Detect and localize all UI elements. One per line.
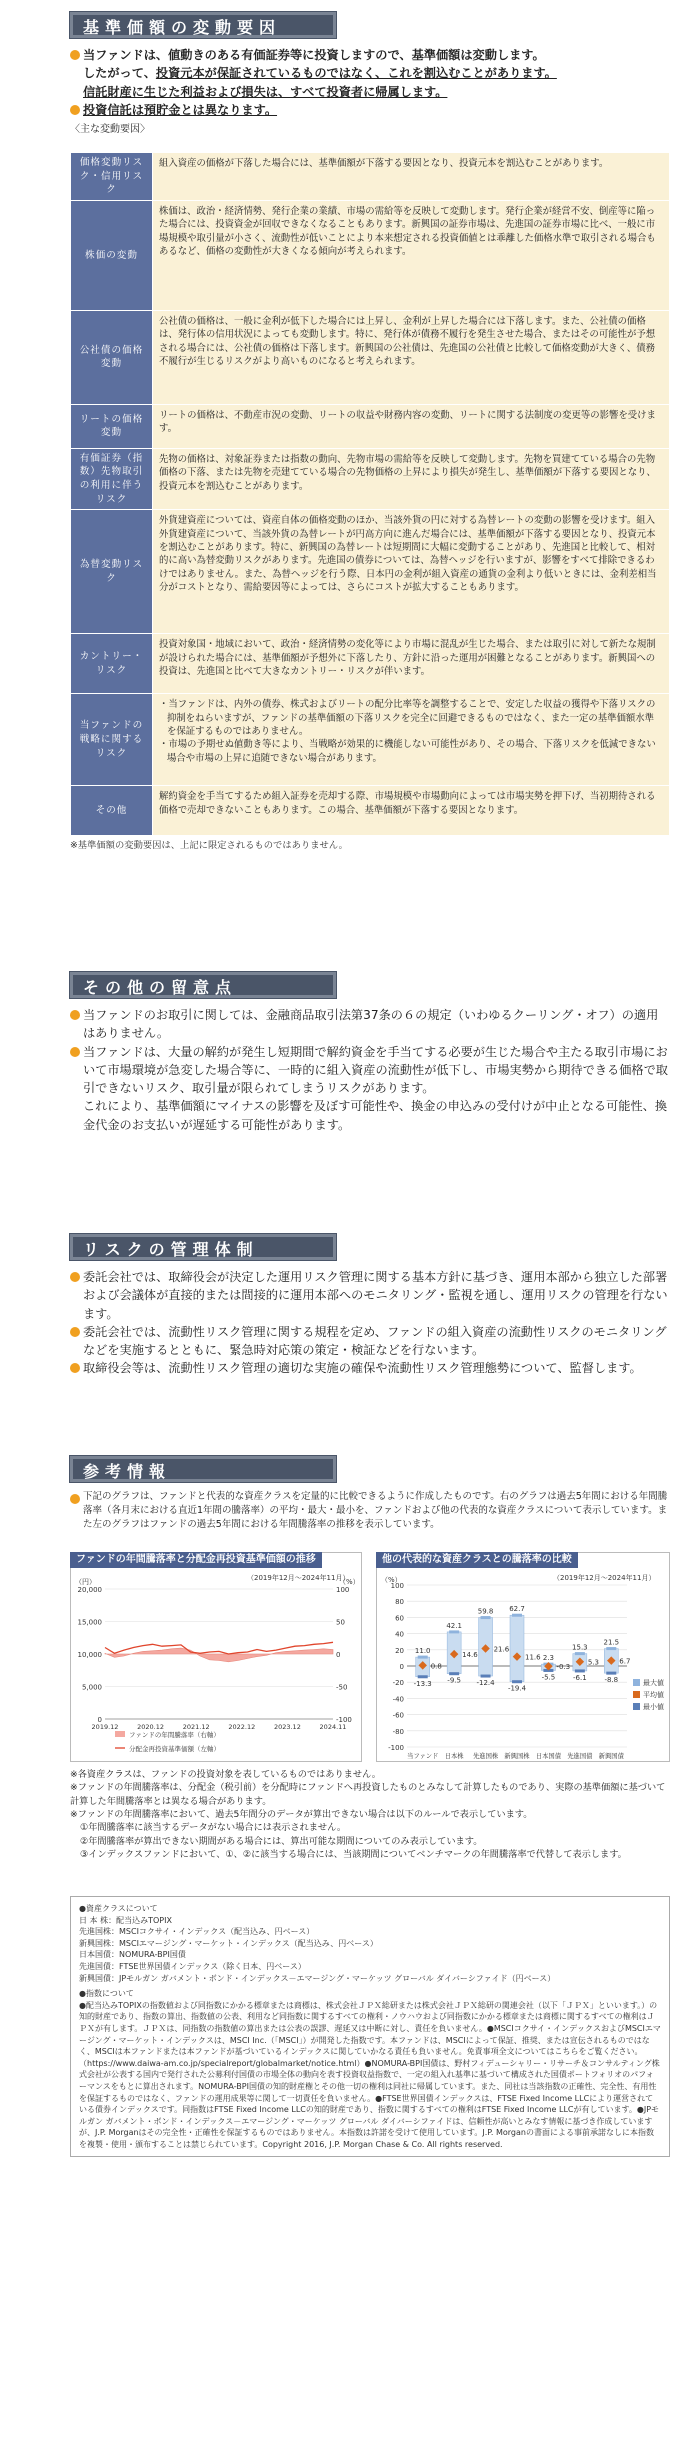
y-axis-unit: （円）	[75, 1578, 96, 1586]
footer-asset: 日本国債：NOMURA-BPI国債	[79, 1950, 186, 1960]
x-tick-label: 先進国債	[567, 1753, 593, 1760]
x-tick-label: 2019.12	[91, 1723, 119, 1731]
min-marker	[606, 1672, 616, 1675]
footer-asset: 日 本 株：配当込みTOPIX	[79, 1915, 172, 1925]
risk-text: 投資対象国・地域において、政治・経済情勢の変化等により市場に混乱が生じた場合、または取引に対して新たな規制が設けられた場合には、基準価額が予想外に下落したり、方針に沿った運用が困難となることがあります。新興国への投資は、先進国と比べて大きなカントリー・リスクが伴います。	[153, 634, 670, 694]
y-tick-label: 0	[97, 1716, 102, 1724]
min-marker	[512, 1680, 522, 1683]
y-tick-label: 40	[395, 1630, 404, 1639]
section-header-notes: その他の留意点	[70, 972, 336, 998]
y-tick-label: -60	[392, 1711, 404, 1720]
risk-management-body	[70, 1268, 670, 1378]
reference-intro	[70, 1490, 670, 1531]
risk-label: 当ファンドの戦略に関するリスク	[71, 694, 153, 786]
bullet-board-supervision: 取締役会等は、流動性リスク管理の適切な実施の確保や流動性リスク管理態勢について、監督します。	[70, 1359, 670, 1377]
x-tick-label: 当ファンド	[407, 1753, 439, 1760]
max-label: 59.8	[477, 1607, 494, 1616]
footer-asset: 先進国株：MSCIコクサイ・インデックス（配当込み、円ベース）	[79, 1927, 315, 1937]
y-tick-label: 20	[395, 1646, 404, 1655]
chart-note: ※各資産クラスは、ファンドの投資対象を表しているものではありません。	[70, 1769, 381, 1780]
y-tick-label: 0	[399, 1663, 404, 1671]
y-tick-label: 100	[390, 1582, 404, 1590]
legend-swatch	[633, 1691, 640, 1698]
risk-text: 解約資金を手当てするため組入証券を売却する際、市場規模や市場動向によっては市場実勢を押下げ、当初期待される価格で売却できないこともあります。この場合、基準価額が下落する要因となります。	[153, 786, 670, 836]
risk-label: その他	[71, 786, 153, 836]
strategy-bullet: ・市場の予期せぬ値動き等により、当戦略が効果的に機能しない可能性があり、その場合、下落リスクを低減できない場合や市場の上昇に追随できない場合があります。	[159, 739, 656, 764]
x-tick-label: 2024.11	[319, 1723, 347, 1731]
avg-label: 21.6	[493, 1645, 510, 1654]
legend-swatch	[633, 1703, 640, 1710]
min-label: -13.3	[413, 1679, 432, 1688]
volatility-footnote: ※基準価額の変動要因は、上記に限定されるものではありません。	[70, 840, 348, 852]
max-label: 62.7	[509, 1605, 525, 1614]
footer-asset: 先進国債：FTSE世界国債インデックス（除く日本、円ベース）	[79, 1961, 306, 1971]
x-tick-label: 2020.12	[137, 1723, 165, 1731]
min-marker	[449, 1672, 459, 1675]
y-tick-label: -40	[392, 1695, 404, 1704]
y-tick-label: 80	[395, 1598, 404, 1607]
footer-index-text: ●配当込みTOPIXの指数値および同指数にかかる標章または商標は、株式会社ＪＰＸ総研または株式会社ＪＰＸ総研の関連会社（以下「ＪＰＸ」といいます。）の知的財産であり、指数の算出、指数値の公表、利用など同指数に関するすべての権利・ノウハウおよび同指数にかかる標章または商標に関するすべての権利はＪＰＸが有します。ＪＰＸは、同指数の指数値の算出または公表の誤謬、遅延又は中断に対し、責任を負いません。●MSCIコクサイ・インデックスおよびMSCIエマージング・マーケット・インデックスは、MSCI Inc.（「MSCI」）が開発した指数です。本ファンドは、MSCIによって保証、推奨、または宣伝されるものではなく、MSCIは本ファンドまたは本ファンドが基づいているインデックスに関していかなる責任も負いません。免責事項全文についてはこちらをご覧ください。（https://www.daiwa-am.co.jp/specialreport/globalmarket/notice.html）●NOMURA-BPI国債は、野村フィデューシャリー・リサーチ＆コンサルティング株式会社が公表する国内で発行された公募利付国債の市場全体の動向を表す投資収益指数で、一定の組入れ基準に基づいて構成された国債ポートフォリオのパフォーマンスをもとに算出されます。NOMURA-BPI国債の知的財産権とその他一切の権利は同社に帰属しています。また、同社は当該指数の正確性、完全性、有用性を保証するものではなく、ファンドの運用成果等に関して一切責任を負いません。●FTSE世界国債インデックスは、FTSE Fixed Income LLCにより運営されている債券インデックスです。同指数はFTSE Fixed Income LLCの知的財産であり、指数に関するすべての権利はFTSE Fixed Income LLCが有しています。●JPモルガン ガバメント・ボンド・インデックス－エマージング・マーケッツ グローバル ダイバーシファイドは、信頼性が高いとみなす情報に基づき作成していますが、J.P. Morganはその完全性・正確性を保証するものではありません。本指数は許諾を受けて使用しています。J.P. Morganの書面による事前承諾なしに本指数を複製・使用・頒布することは禁じられています。Copyright 2016, J.P. Morgan Chase & Co. All rights reserved.	[79, 2000, 661, 2149]
avg-label: 14.6	[462, 1651, 478, 1660]
annual-return-area	[105, 1648, 333, 1662]
bullet-cooling-off: 当ファンドのお取引に関しては、金融商品取引法第37条の６の規定（いわゆるクーリング・オフ）の適用はありません。	[70, 1006, 670, 1043]
y-tick-label: -80	[392, 1727, 404, 1736]
max-label: 2.3	[542, 1654, 554, 1663]
y-right-tick-label: 100	[336, 1586, 350, 1594]
risk-label: カントリー・リスク	[71, 634, 153, 694]
max-marker	[512, 1614, 522, 1617]
legend-label: 最大値	[643, 1679, 664, 1687]
chart-notes	[70, 1768, 670, 1861]
x-tick-label: 新興国株	[504, 1753, 530, 1760]
avg-label: -0.3	[556, 1663, 571, 1672]
avg-label: 6.7	[619, 1657, 631, 1666]
risk-text: 組入資産の価格が下落した場合には、基準価額が下落する要因となり、投資元本を割込むことがあります。	[153, 153, 670, 201]
min-label: -5.5	[541, 1673, 556, 1682]
min-marker	[418, 1675, 428, 1678]
avg-label: 11.6	[525, 1653, 541, 1662]
max-label: 15.3	[572, 1643, 588, 1652]
chart-note: ③インデックスファンドにおいて、①、②に該当する場合には、当該期間についてベンチマークの年間騰落率で代替して表示します。	[80, 1849, 627, 1861]
risk-label: リートの価格変動	[71, 404, 153, 448]
min-marker	[575, 1669, 585, 1672]
x-tick-label: 2022.12	[228, 1723, 256, 1731]
x-tick-label: 2023.12	[273, 1723, 301, 1731]
x-tick-label: 新興国債	[598, 1753, 624, 1760]
legend-label: 最小値	[643, 1703, 664, 1711]
x-tick-label: 日本株	[444, 1753, 464, 1760]
chart-note: ※ファンドの年間騰落率において、過去5年間分のデータが算出できない場合は以下のルールで表示しています。	[70, 1809, 533, 1821]
legend-label: 平均値	[643, 1691, 664, 1699]
y-tick-label: -20	[392, 1679, 404, 1688]
asset-class-comparison-chart	[376, 1552, 670, 1762]
min-label: -12.4	[476, 1679, 495, 1688]
footer-asset: 新興国株：MSCIエマージング・マーケット・インデックス（配当込み、円ベース）	[79, 1938, 378, 1948]
risk-label: 為替変動リスク	[71, 510, 153, 634]
fund-return-svg	[71, 1569, 361, 1761]
max-marker	[418, 1656, 428, 1659]
footer-heading-2: ●指数について	[79, 1989, 134, 1999]
chart-title: ファンドの年間騰落率と分配金再投資基準価額の推移	[70, 1552, 322, 1568]
strategy-bullet: ・当ファンドは、内外の債券、株式およびリートの配分比率等を調整することで、安定した収益の獲得や下落リスクの抑制をねらいますが、ファンドの基準価額の下落リスクを完全に回避できるものではなく、また一定の基準価額水準を保証するものではありません。	[159, 699, 656, 737]
bullet-risk-policy: 委託会社では、取締役会が決定した運用リスク管理に関する基本方針に基づき、運用本部から独立した部署および会議体が直接的または間接的に運用本部へのモニタリング・監視を通し、運用リスクの管理を行ないます。	[70, 1268, 670, 1323]
bullet-liquidity: 当ファンドは、大量の解約が発生し短期間で解約資金を手当てする必要が生じた場合や主たる取引市場において市場環境が急変した場合等に、一時的に組入資産の流動性が低下し、市場実勢から期待できる価格で取引できないリスク、取引量が限られてしまうリスクがあります。 これにより、基準価額にマイナスの影響を及ぼす可能性や、換金の申込みの受付けが中止となる可能性、換金代金のお支払いが遅延する可能性があります。	[70, 1043, 670, 1134]
min-label: -9.5	[447, 1676, 461, 1685]
y-axis-unit: （%）	[381, 1576, 402, 1584]
min-marker	[481, 1675, 491, 1678]
avg-label: 0.8	[430, 1662, 442, 1671]
chart-title: 他の代表的な資産クラスとの騰落率の比較	[376, 1552, 578, 1568]
min-label: -6.1	[573, 1673, 587, 1682]
avg-label: 5.3	[587, 1658, 599, 1667]
y-tick-label: 10,000	[77, 1651, 102, 1659]
y-right-tick-label: -50	[336, 1683, 348, 1692]
footer-heading: ●資産クラスについて	[79, 1904, 158, 1913]
range-bar	[510, 1615, 524, 1682]
risk-text: 先物の価格は、対象証券または指数の動向、先物市場の需給等を反映して変動します。先物を買建てている場合の先物価格の下落、または先物を売建てている場合の先物価格の上昇により損失が発生し、基準価額が下落する要因となり、投資元本を割込むことがあります。	[153, 448, 670, 509]
legend-label: 分配金再投資基準価額（左軸）	[129, 1745, 220, 1753]
risk-caption: 〈主な変動要因〉	[70, 124, 150, 136]
y-right-tick-label: -100	[336, 1716, 352, 1724]
risk-table-wrap	[70, 152, 670, 853]
chart-subtitle: （2019年12月～2024年11月）	[553, 1574, 656, 1582]
fund-return-chart	[70, 1552, 362, 1762]
y-right-tick-label: 0	[336, 1651, 341, 1659]
risk-text: 株価は、政治・経済情勢、発行企業の業績、市場の需給等を反映して変動します。発行企業が経営不安、倒産等に陥った場合には、投資資金が回収できなくなることもあります。新興国の証券市場は、先進国の証券市場に比べ、一般に市場規模や取引量が小さく、流動性が低いことにより本来想定される投資価値とは乖離した価格水準で取引される場合もあるなど、価格の変動性が大きくなる傾向が考えられます。	[153, 200, 670, 310]
max-marker	[449, 1630, 459, 1633]
y-tick-label: 60	[395, 1614, 404, 1623]
bullet-volatility: 当ファンドは、値動きのある有価証券等に投資しますので、基準価額は変動します。 したがって、投資元本が保証されているものではなく、これを割込むことがあります。 信託財産に生じた利益および損失は、すべて投資者に帰属します。	[70, 46, 670, 101]
risk-label: 有価証券（指数）先物取引の利用に伴うリスク	[71, 448, 153, 509]
y-right-tick-label: 50	[336, 1618, 345, 1627]
x-tick-label: 日本国債	[535, 1753, 562, 1760]
y-axis-unit-right: （%）	[339, 1578, 360, 1586]
risk-label: 価格変動リスク・信用リスク	[71, 153, 153, 201]
chart-note: ①年間騰落率に該当するデータがない場合には表示されません。	[80, 1822, 347, 1834]
bullet-reference: 下記のグラフは、ファンドと代表的な資産クラスを定量的に比較できるように作成したものです。右のグラフは過去5年間における年間騰落率（各月末における直近1年間の騰落率）の平均・最大・最小を、ファンドおよび他の代表的な資産クラスについて表示しています。また左のグラフはファンドの過去5年間における年間騰落率の推移を表示しています。	[70, 1490, 670, 1531]
min-label: -8.8	[604, 1676, 619, 1685]
y-tick-label: 20,000	[77, 1586, 102, 1594]
risk-text: 外貨建資産については、資産自体の価格変動のほか、当該外貨の円に対する為替レートの変動の影響を受けます。組入外貨建資産について、当該外貨の為替レートが円高方向に進んだ場合には、基準価額が下落する要因となり、投資元本を割込むことがあります。特に、新興国の為替レートは短期間に大幅に変動することがあり、先進国と比較して、相対的に高い為替変動リスクがあります。先進国の債券については、為替ヘッジを行いますが、影響をすべて排除できるわけではありません。また、為替ヘッジを行う際、日本円の金利が組入資産の通貨の金利より低いときには、金利差相当分がコストとなり、需給要因等によっては、さらにコストが拡大することもあります。	[153, 510, 670, 634]
max-label: 21.5	[603, 1638, 620, 1647]
min-label: -19.4	[507, 1684, 527, 1693]
risk-text: リートの価格は、不動産市況の変動、リートの収益や財務内容の変動、リートに関する法制度の変更等の影響を受けます。	[153, 404, 670, 448]
max-label: 11.0	[414, 1647, 431, 1656]
risk-label: 株価の変動	[71, 200, 153, 310]
max-label: 42.1	[446, 1621, 462, 1630]
bullet-not-deposit: 投資信託は預貯金とは異なります。	[70, 101, 670, 119]
footer-index-notes	[70, 1896, 670, 2157]
risk-table	[70, 152, 670, 836]
volatility-intro	[70, 46, 670, 138]
legend-swatch-area	[115, 1731, 125, 1737]
y-tick-label: 15,000	[77, 1618, 102, 1627]
risk-text	[153, 694, 670, 786]
bullet-liquidity-rules: 委託会社では、流動性リスク管理に関する規程を定め、ファンドの組入資産の流動性リスクのモニタリングなどを実施するとともに、緊急時対応策の策定・検証などを行ないます。	[70, 1323, 670, 1360]
max-marker	[575, 1652, 585, 1655]
section-header-risk-management: リスクの管理体制	[70, 1234, 336, 1260]
y-tick-label: -100	[388, 1744, 404, 1752]
section-header-volatility: 基準価額の変動要因	[70, 12, 336, 38]
legend-label: ファンドの年間騰落率（右軸）	[129, 1731, 220, 1739]
x-tick-label: 先進国株	[472, 1753, 499, 1760]
risk-text: 公社債の価格は、一般に金利が低下した場合には上昇し、金利が上昇した場合には下落します。また、公社債の価格は、発行体の信用状況によっても変動します。特に、発行体が債務不履行を発生させた場合、またはその可能性が予想される場合には、公社債の価格は下落します。新興国の公社債は、先進国の公社債と比較して価格変動が大きく、債務不履行が生じるリスクがより高いものになると考えられます。	[153, 310, 670, 404]
max-marker	[481, 1616, 491, 1619]
max-marker	[606, 1647, 616, 1650]
asset-class-svg	[377, 1569, 669, 1761]
notes-body	[70, 1006, 670, 1134]
risk-label: 公社債の価格変動	[71, 310, 153, 404]
x-tick-label: 2021.12	[182, 1723, 210, 1731]
section-header-reference: 参考情報	[70, 1456, 336, 1482]
chart-note: ※ファンドの年間騰落率は、分配金（税引前）を分配時にファンドへ再投資したものとみなして計算したものであり、実際の基準価額に基づいて計算した年間騰落率とは異なる場合があります。	[70, 1782, 666, 1807]
legend-swatch	[633, 1679, 640, 1686]
footer-asset: 新興国債：JPモルガン ガバメント・ボンド・インデックス－エマージング・マーケッツ グローバル ダイバーシファイド（円ベース）	[79, 1973, 556, 1983]
chart-subtitle: （2019年12月～2024年11月）	[247, 1574, 350, 1582]
y-tick-label: 5,000	[81, 1683, 102, 1692]
chart-note: ②年間騰落率が算出できない期間がある場合には、算出可能な期間についてのみ表示しています。	[80, 1835, 483, 1847]
